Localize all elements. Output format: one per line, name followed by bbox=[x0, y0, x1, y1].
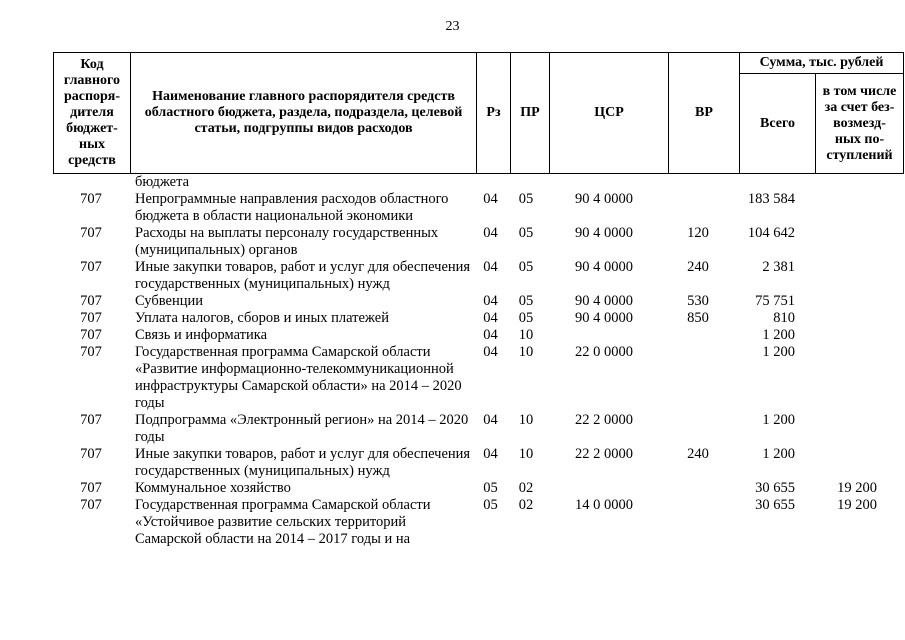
row-rz: 04 bbox=[483, 259, 498, 275]
row-incl bbox=[808, 446, 895, 480]
row-incl bbox=[808, 225, 895, 259]
row-total: 75 751 bbox=[755, 293, 795, 309]
row-pr: 10 bbox=[518, 327, 534, 343]
row-incl bbox=[808, 344, 895, 412]
table-row bbox=[53, 446, 895, 480]
row-csr bbox=[545, 327, 663, 344]
row-kod: 707 bbox=[80, 480, 102, 496]
row-pr: 05 bbox=[518, 191, 534, 207]
row-incl bbox=[808, 327, 895, 344]
row-vr: 850 bbox=[687, 310, 709, 326]
row-kod: 707 bbox=[80, 191, 102, 207]
row-pr: 05 bbox=[518, 293, 534, 309]
header-kod-text: Код главного распоря-дителя бюджет-ных средств bbox=[63, 57, 121, 168]
header-csr: ЦСР bbox=[550, 53, 669, 174]
row-csr: 22 2 0000 bbox=[575, 412, 633, 428]
header-pr: ПР bbox=[511, 53, 550, 174]
row-csr: 90 4 0000 bbox=[575, 225, 633, 241]
row-rz: 04 bbox=[483, 344, 498, 360]
row-kod: 707 bbox=[80, 310, 102, 326]
row-pr: 10 bbox=[518, 412, 534, 428]
table-row bbox=[53, 327, 895, 344]
row-kod: 707 bbox=[80, 225, 102, 241]
row-vr bbox=[663, 191, 733, 225]
row-rz: 04 bbox=[483, 446, 498, 462]
row-name: Иные закупки товаров, работ и услуг для обеспечения государственных (муниципальных) нужд bbox=[135, 446, 471, 479]
row-name: Государственная программа Самарской области «Устойчивое развитие сельских территорий Самарской области на 2014 – 2017 годы и на bbox=[135, 497, 431, 547]
header-kod bbox=[54, 53, 131, 174]
row-name: Субвенции bbox=[135, 293, 203, 309]
row-kod: 707 bbox=[80, 497, 102, 513]
row-kod: 707 bbox=[80, 327, 102, 343]
row-kod: 707 bbox=[80, 293, 102, 309]
row-vr bbox=[663, 327, 733, 344]
table-header bbox=[53, 52, 904, 174]
continuation-text: бюджета bbox=[135, 174, 190, 190]
row-total: 2 381 bbox=[762, 259, 795, 275]
row-total: 30 655 bbox=[755, 480, 795, 496]
row-pr: 05 bbox=[518, 259, 534, 275]
row-csr: 90 4 0000 bbox=[575, 191, 633, 207]
table-row bbox=[53, 293, 895, 310]
table-body bbox=[53, 174, 895, 548]
row-name: Непрограммные направления расходов областного бюджета в области национальной экономики bbox=[135, 191, 449, 224]
row-vr: 240 bbox=[687, 259, 709, 275]
header-name bbox=[131, 53, 477, 174]
table-row bbox=[53, 344, 895, 412]
row-vr bbox=[663, 497, 733, 548]
row-rz: 04 bbox=[483, 412, 498, 428]
row-csr: 22 0 0000 bbox=[575, 344, 633, 360]
row-vr bbox=[663, 412, 733, 446]
row-rz: 05 bbox=[483, 497, 498, 513]
row-csr bbox=[545, 480, 663, 497]
row-csr: 90 4 0000 bbox=[575, 310, 633, 326]
row-rz: 04 bbox=[483, 293, 498, 309]
row-kod: 707 bbox=[80, 412, 102, 428]
row-csr: 90 4 0000 bbox=[575, 293, 633, 309]
row-rz: 05 bbox=[483, 480, 498, 496]
row-vr bbox=[663, 344, 733, 412]
header-vr: ВР bbox=[669, 53, 740, 174]
row-vr bbox=[663, 480, 733, 497]
table-row bbox=[53, 225, 895, 259]
row-incl bbox=[808, 259, 895, 293]
row-incl bbox=[808, 412, 895, 446]
row-incl bbox=[808, 310, 895, 327]
table-row bbox=[53, 412, 895, 446]
row-kod: 707 bbox=[80, 259, 102, 275]
row-pr: 10 bbox=[518, 344, 534, 360]
row-vr: 240 bbox=[687, 446, 709, 462]
header-rz: Рз bbox=[477, 53, 511, 174]
row-pr: 05 bbox=[518, 310, 534, 326]
row-csr: 14 0 0000 bbox=[575, 497, 633, 513]
row-total: 1 200 bbox=[762, 344, 795, 360]
row-total: 30 655 bbox=[755, 497, 795, 513]
row-total: 1 200 bbox=[762, 327, 795, 343]
row-vr: 530 bbox=[687, 293, 709, 309]
row-pr: 05 bbox=[518, 225, 534, 241]
table-row bbox=[53, 480, 895, 497]
table-row bbox=[53, 497, 895, 548]
row-pr: 02 bbox=[518, 480, 534, 496]
header-sum: Сумма, тыс. рублей bbox=[740, 53, 904, 74]
row-name: Связь и информатика bbox=[135, 327, 268, 343]
row-csr: 22 2 0000 bbox=[575, 446, 633, 462]
row-pr: 02 bbox=[518, 497, 534, 513]
row-csr: 90 4 0000 bbox=[575, 259, 633, 275]
row-total: 1 200 bbox=[762, 446, 795, 462]
row-name: Расходы на выплаты персоналу государственных (муниципальных) органов bbox=[135, 225, 439, 258]
row-name: Коммунальное хозяйство bbox=[135, 480, 291, 496]
row-incl: 19 200 bbox=[837, 480, 877, 496]
row-incl bbox=[808, 293, 895, 310]
row-rz: 04 bbox=[483, 327, 498, 343]
header-name-text: Наименование главного распорядителя средств областного бюджета, раздела, подраздела, целевой статьи, подгруппы видов расходов bbox=[144, 89, 463, 136]
row-pr: 10 bbox=[518, 446, 534, 462]
row-kod: 707 bbox=[80, 446, 102, 462]
header-incl-text: в том числе за счет без-возмезд-ных по-ступлений bbox=[822, 83, 897, 163]
row-rz: 04 bbox=[483, 191, 498, 207]
row-rz: 04 bbox=[483, 225, 498, 241]
row-rz: 04 bbox=[483, 310, 498, 326]
row-vr: 120 bbox=[687, 225, 709, 241]
header-total: Всего bbox=[740, 74, 816, 174]
continuation-row bbox=[53, 174, 895, 191]
row-total: 810 bbox=[773, 310, 795, 326]
row-name: Подпрограмма «Электронный регион» на 2014 – 2020 годы bbox=[135, 412, 469, 445]
row-total: 183 584 bbox=[747, 191, 795, 207]
row-name: Государственная программа Самарской области «Развитие информационно-телекоммуникационной инфраструктуры Самарской области» на 2014 – 2020 годы bbox=[135, 344, 462, 411]
page-number: 23 bbox=[445, 19, 460, 34]
table-row bbox=[53, 259, 895, 293]
header-incl bbox=[816, 74, 904, 174]
table-row bbox=[53, 191, 895, 225]
row-kod: 707 bbox=[80, 344, 102, 360]
row-name: Иные закупки товаров, работ и услуг для обеспечения государственных (муниципальных) нужд bbox=[135, 259, 471, 292]
row-name: Уплата налогов, сборов и иных платежей bbox=[135, 310, 389, 326]
row-total: 104 642 bbox=[747, 225, 795, 241]
row-total: 1 200 bbox=[762, 412, 795, 428]
row-incl bbox=[808, 191, 895, 225]
table-row bbox=[53, 310, 895, 327]
row-incl: 19 200 bbox=[837, 497, 877, 513]
